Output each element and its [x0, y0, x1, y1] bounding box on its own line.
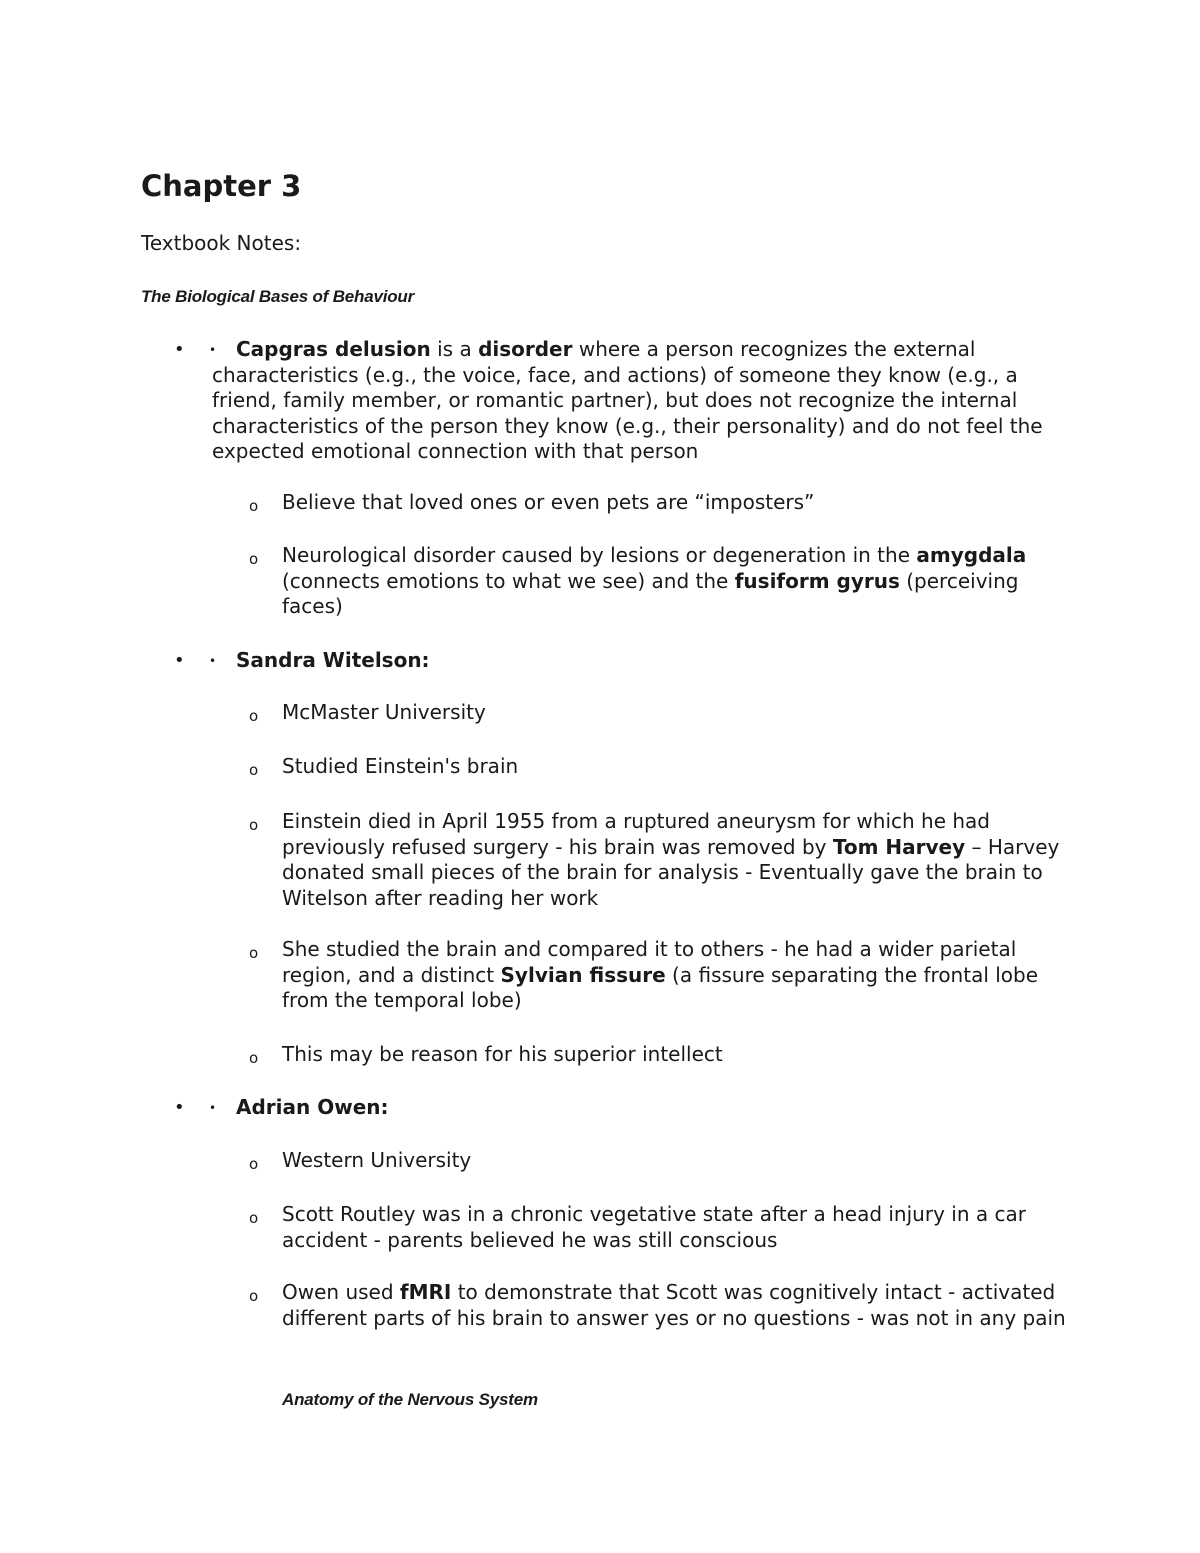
sub-bullet-icon: o: [249, 1049, 259, 1067]
bullet-inner-icon: •: [209, 1101, 217, 1115]
sub-text: Einstein died in April 1955 from a ruptured aneurysm for which he had previously refused surgery - his brain was removed by: [282, 809, 990, 859]
sub-bullet-icon: o: [249, 944, 259, 962]
sub-bullet-icon: o: [249, 1287, 259, 1305]
sub-bold-term: Tom Harvey: [832, 834, 966, 859]
sub-text: She studied the brain and compared it to others - he had a wider parietal region, and a distinct: [282, 937, 1017, 987]
sub-bullet-icon: o: [249, 550, 259, 568]
bullet-text: is a: [430, 337, 479, 361]
sub-text: (a fissure separating the frontal lobe from the temporal lobe): [282, 962, 1039, 1012]
bullet-inner-icon: •: [209, 343, 217, 357]
sub-text: Owen used: [282, 1280, 400, 1304]
page-title: Chapter 3: [141, 169, 302, 203]
sub-list-item-text: [282, 809, 1072, 911]
sub-bullet-icon: o: [249, 1155, 259, 1173]
section-heading-2: Anatomy of the Nervous System: [282, 1390, 538, 1409]
bullet-bold-term: Adrian Owen:: [236, 1095, 389, 1119]
bullet-bold-term: Sandra Witelson:: [236, 648, 430, 672]
sub-list-item-text: [282, 937, 1072, 1014]
bullet-text: where a person recognizes the external characteristics (e.g., the voice, face, and actions) of someone they know (e.g., a friend, family member, or romantic partner), but does not recognize the internal characteristics of the person they know (e.g., their personality) and do not feel the expected emotional connection with that person: [212, 337, 1043, 463]
sub-text: (perceiving faces): [282, 568, 1019, 618]
list-item-text: [212, 1095, 1072, 1121]
sub-bold-term: fMRI: [399, 1280, 452, 1304]
sub-text: (connects emotions to what we see) and the: [282, 568, 735, 593]
sub-bullet-icon: o: [249, 816, 259, 834]
bullet-outer-icon: •: [174, 339, 185, 360]
sub-bold-term: Sylvian fissure: [500, 962, 666, 987]
sub-text: Western University: [282, 1148, 472, 1172]
sub-text: Studied Einstein's brain: [282, 754, 519, 778]
sub-list-item-text: [282, 1280, 1072, 1331]
sub-list-item-text: [282, 490, 1072, 516]
sub-text: to demonstrate that Scott was cognitively intact - activated different parts of his brain to answer yes or no questions - was not in any pain: [282, 1280, 1066, 1330]
sub-list-item-text: [282, 1202, 1072, 1253]
sub-text: Scott Routley was in a chronic vegetative state after a head injury in a car accident - parents believed he was still conscious: [282, 1202, 1026, 1252]
bullet-bold-term: Capgras delusion: [236, 337, 431, 361]
page-subtitle: Textbook Notes:: [141, 231, 302, 255]
sub-text: This may be reason for his superior intellect: [282, 1042, 723, 1066]
sub-text: – Harvey donated small pieces of the brain for analysis - Eventually gave the brain to Witelson after reading her work: [282, 834, 1060, 910]
sub-bullet-icon: o: [249, 497, 259, 515]
sub-list-item-text: [282, 754, 1072, 780]
sub-list-item-text: [282, 543, 1072, 620]
sub-bold-term: fusiform gyrus: [734, 568, 900, 593]
sub-text: Believe that loved ones or even pets are “imposters”: [282, 490, 815, 514]
bullet-outer-icon: •: [174, 1097, 185, 1118]
list-item-text: [212, 648, 1072, 674]
section-heading: The Biological Bases of Behaviour: [141, 287, 415, 306]
sub-bullet-icon: o: [249, 761, 259, 779]
sub-list-item-text: [282, 1042, 1072, 1068]
sub-bullet-icon: o: [249, 1209, 259, 1227]
sub-list-item-text: [282, 700, 1072, 726]
bullet-inner-icon: •: [209, 654, 217, 668]
bullet-bold-term: disorder: [478, 337, 573, 361]
bullet-outer-icon: •: [174, 650, 185, 671]
sub-text: Neurological disorder caused by lesions or degeneration in the: [282, 543, 917, 567]
sub-list-item-text: [282, 1148, 1072, 1174]
list-item-text: [212, 337, 1072, 465]
sub-text: McMaster University: [282, 700, 486, 724]
sub-bullet-icon: o: [249, 707, 259, 725]
sub-bold-term: amygdala: [916, 543, 1027, 567]
